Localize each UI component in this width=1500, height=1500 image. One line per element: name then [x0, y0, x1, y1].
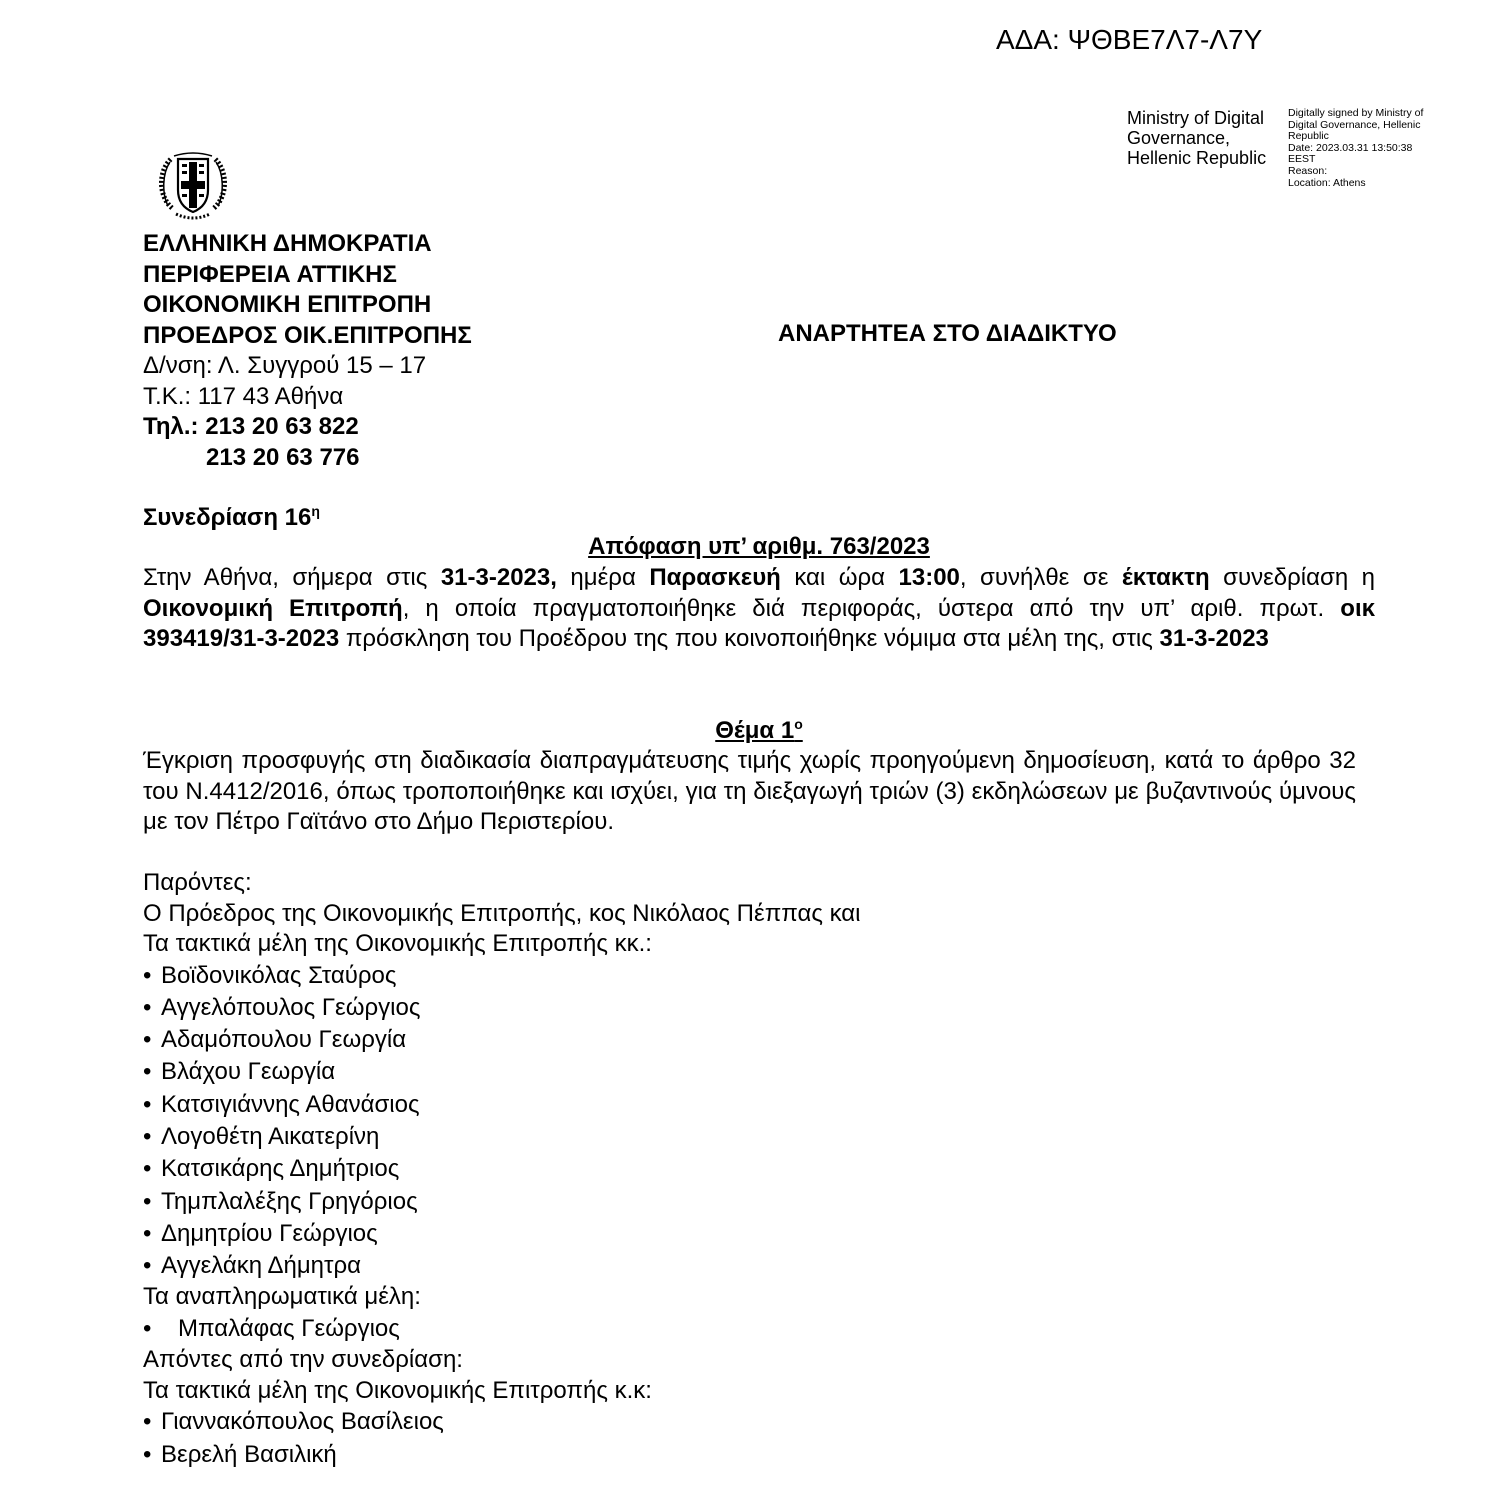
- intro-committee: Οικονομική Επιτροπή: [143, 594, 403, 622]
- signature-name-line: Governance,: [1127, 128, 1231, 148]
- intro-text: πρόσκληση του Προέδρου της που κοινοποιήθηκε νόμιμα στα μέλη της, στις: [339, 625, 1160, 652]
- session-suffix: η: [311, 503, 320, 519]
- bullet: •: [143, 1440, 152, 1468]
- signature-detail-line: Republic: [1288, 130, 1329, 143]
- member-name: Αγγελόπουλος Γεώργιος: [161, 993, 421, 1021]
- member-name: Γιαννακόπουλος Βασίλειος: [161, 1408, 444, 1436]
- session-label: Συνεδρίαση 16: [143, 504, 312, 531]
- issuer-header: [143, 229, 472, 473]
- signature-detail-line: Reason:: [1288, 164, 1328, 177]
- member-name: Βλάχου Γεωργία: [161, 1058, 336, 1086]
- intro-date: 31-3-2023,: [440, 564, 557, 591]
- member-name: Κατσιγιάννης Αθανάσιος: [161, 1090, 420, 1118]
- alternate-members-label: Τα αναπληρωματικά μέλη:: [143, 1283, 421, 1311]
- list-item: [143, 1218, 861, 1250]
- theme-label: Θέμα 1: [715, 717, 795, 744]
- member-name: Δημητρίου Γεώργιος: [161, 1219, 378, 1247]
- member-name: Βοϊδονικόλας Σταύρος: [161, 961, 397, 989]
- absent-regular-label: Τα τακτικά μέλη της Οικονομικής Επιτροπής κ.κ:: [143, 1376, 652, 1404]
- absent-members-list: [143, 1406, 861, 1471]
- intro-invitation-date: 31-3-2023: [1159, 625, 1269, 652]
- phone-number-1: 213 20 63 822: [205, 413, 359, 440]
- list-item: [143, 1186, 861, 1218]
- present-label: Παρόντες:: [143, 869, 252, 896]
- header-president: ΠΡΟΕΔΡΟΣ ΟΙΚ.ΕΠΙΤΡΟΠΗΣ: [143, 321, 472, 349]
- signature-name-line: Ministry of Digital: [1127, 108, 1265, 128]
- president-line: Ο Πρόεδρος της Οικονομικής Επιτροπής, κος Νικόλαος Πέππας και: [143, 899, 861, 927]
- bullet: •: [143, 993, 152, 1021]
- header-postal-code: Τ.Κ.: 117 43 Αθήνα: [143, 382, 344, 410]
- phone-number-2: 213 20 63 776: [206, 443, 360, 471]
- signature-detail-line: Location: Athens: [1288, 176, 1366, 189]
- bullet: •: [143, 1187, 152, 1215]
- bullet: •: [143, 1219, 152, 1247]
- publish-notice: ΑΝΑΡΤΗΤΕΑ ΣΤΟ ΔΙΑΔΙΚΤΥΟ: [778, 320, 1117, 347]
- regular-members-list: [143, 960, 861, 1283]
- member-name: Βερελή Βασιλική: [161, 1440, 337, 1468]
- signature-detail-line: Digital Governance, Hellenic: [1288, 118, 1421, 131]
- member-name: Μπαλάφας Γεώργιος: [178, 1314, 400, 1342]
- list-item: [143, 1056, 861, 1088]
- list-item: [143, 1121, 861, 1153]
- theme-description: Έγκριση προσφυγής στη διαδικασία διαπραγμάτευσης τιμής χωρίς προηγούμενη δημοσίευση, κατά το άρθρο 32 του Ν.4412/2016, όπως τροποποιήθηκε και ισχύει, για τη διεξαγωγή τριών (3) εκδηλώσεων με βυζαντινούς ύμνους με τον Πέτρο Γαϊτάνο στο Δήμο Περιστερίου.: [143, 747, 1356, 835]
- member-name: Αδαμόπουλου Γεωργία: [161, 1026, 407, 1054]
- bullet: •: [143, 1155, 152, 1183]
- phone-label: Τηλ.:: [143, 413, 206, 440]
- intro-protocol: οικ 393419/31-3-2023: [143, 594, 1375, 652]
- header-committee: ΟΙΚΟΝΟΜΙΚΗ ΕΠΙΤΡΟΠΗ: [143, 291, 432, 318]
- intro-time: 13:00: [898, 564, 960, 591]
- header-region: ΠΕΡΙΦΕΡΕΙΑ ΑΤΤΙΚΗΣ: [143, 260, 397, 288]
- intro-text: ημέρα: [556, 564, 650, 591]
- intro-text: , η οποία πραγματοποιήθηκε διά περιφοράς, ύστερα από την υπ’ αριθ. πρωτ.: [402, 594, 1341, 622]
- bullet: •: [143, 1090, 152, 1118]
- signature-name-line: Hellenic Republic: [1127, 148, 1267, 168]
- intro-session-type: έκτακτη: [1121, 564, 1210, 591]
- bullet: •: [143, 961, 152, 989]
- regular-members-label: Τα τακτικά μέλη της Οικονομικής Επιτροπής κκ.:: [143, 930, 652, 957]
- intro-text: Στην Αθήνα, σήμερα στις: [143, 564, 441, 591]
- signature-detail-line: EEST: [1288, 153, 1316, 166]
- member-name: Κατσικάρης Δημήτριος: [161, 1155, 400, 1183]
- header-country: ΕΛΛΗΝΙΚΗ ΔΗΜΟΚΡΑΤΙΑ: [143, 230, 432, 257]
- absent-label: Απόντες από την συνεδρίαση:: [143, 1346, 463, 1374]
- list-item: [143, 960, 861, 992]
- header-phone: [143, 412, 472, 443]
- list-item: [143, 1439, 861, 1471]
- ada-code: ΑΔΑ: ΨΘΒΕ7Λ7-Λ7Υ: [996, 24, 1263, 55]
- member-name: Λογοθέτη Αικατερίνη: [161, 1122, 380, 1150]
- signature-details: [1288, 108, 1423, 189]
- bullet: •: [143, 1026, 152, 1054]
- theme-suffix: ο: [794, 716, 803, 732]
- bullet: •: [143, 1122, 152, 1150]
- member-name: Τημπλαλέξης Γρηγόριος: [161, 1187, 418, 1215]
- bullet: •: [143, 1058, 152, 1086]
- theme-title: [143, 716, 1375, 745]
- signature-detail-line: Digitally signed by Ministry of: [1288, 107, 1424, 119]
- signature-detail-line: Date: 2023.03.31 13:50:38: [1288, 141, 1413, 154]
- list-item: [143, 1313, 861, 1345]
- decision-title: Απόφαση υπ’ αριθμ. 763/2023: [588, 533, 930, 560]
- bullet: •: [143, 1314, 152, 1342]
- header-address: Δ/νση: Λ. Συγγρού 15 – 17: [143, 352, 427, 379]
- bullet: •: [143, 1408, 152, 1436]
- bullet: •: [143, 1252, 152, 1280]
- list-item: [143, 1024, 861, 1056]
- list-item: [143, 992, 861, 1024]
- intro-day: Παρασκευή: [649, 564, 781, 591]
- intro-text: και ώρα: [780, 564, 899, 591]
- list-item: [143, 1406, 861, 1438]
- list-item: [143, 1089, 861, 1121]
- intro-paragraph: [143, 563, 1375, 655]
- member-name: Αγγελάκη Δήμητρα: [161, 1252, 362, 1280]
- intro-text: συνεδρίαση η: [1209, 564, 1376, 591]
- list-item: [143, 1250, 861, 1282]
- list-item: [143, 1153, 861, 1185]
- greek-coat-of-arms-icon: [152, 146, 234, 228]
- attendance-section: [143, 868, 861, 1471]
- intro-text: , συνήλθε σε: [959, 564, 1122, 591]
- signature-name: [1127, 108, 1266, 168]
- session-number: [143, 503, 320, 532]
